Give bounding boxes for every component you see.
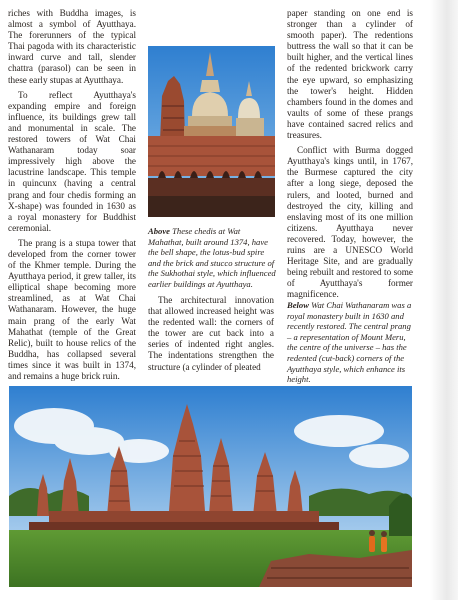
paragraph: Conflict with Burma dogged Ayutthaya's kings until, in 1767, the Burmese captured the city after a long siege, deposed the rulers, and looted, burned and destroyed the city, killing and enslaving most of its one million citizens. Ayutthaya never recovered. Today, however, the ruins are a UNESCO World Heritage Site, and are gradually being rebuilt and restored to some of Ayutthaya's former magnificence. [287,145,413,300]
caption-below [287,300,413,385]
caption-above-text: These chedis at Wat Mahathat, built around 1374, have the bell shape, the lotus-bud spire and the brick and stucco structure of the Sukhothai style, which influenced earlier buildings at Ayutthaya. [148,226,276,289]
caption-below-text: Wat Chai Wathanaram was a royal monastery built in 1630 and recently restored. The central prang – a representation of Mount Meru, the centre of the universe – has the redented (cut-back) corners of the Ayutthaya style, which enhance its height. [287,300,412,385]
text-column-middle [148,295,274,375]
paragraph: riches with Buddha images, is almost a symbol of Ayutthaya. The forerunners of the typical Thai pagoda with its characteristic inward curve and tall, slender chattra (parasol) can be seen in these early stupas at Ayutthaya. [8,8,136,85]
photo-wat-mahathat-chedis [148,46,275,217]
paragraph: paper standing on one end is stronger than a cylinder of smooth paper). The redentions buttress the wall so that it can be built higher, and the vertical lines of the redented brickwork carry the eye upward, so emphasizing the tower's height. Hidden chambers found in the domes and vaults of some of these prangs have contained sacred relics and treasures. [287,8,413,141]
paragraph: The prang is a stupa tower that developed from the corner tower of the Khmer temple. During the Ayutthaya period, it grew taller, its elliptical shape becoming more streamlined, as at Wat Chai Wathanaram. However, the huge main prang of the early Wat Mahathat (temple of the Great Relic), built to house relics of the Buddha, has collapsed several times since it was built in 1374, and remains a huge brick ruin. [8,237,136,381]
caption-above-lead: Above [148,226,170,236]
page-edge-shadow [430,0,458,600]
caption-above [148,226,276,290]
paragraph: The architectural innovation that allowed increased height was the redented wall: the corners of the tower are cut back into a series of indented right angles. The indentations strengthen the structure (a cylinder of pleated [148,295,274,372]
caption-below-lead: Below [287,300,309,310]
text-column-right [287,8,413,300]
text-column-left [8,8,136,381]
photo-wat-chai-wathanaram [9,386,412,587]
paragraph: To reflect Ayutthaya's expanding empire and foreign influence, its buildings grew tall and monumental in scale. The restored towers of Wat Chai Wathanaram today soar impressively high above the lacustrine landscape. This temple in quincunx (having a central prang and four chedis forming an X-shape) was founded in 1630 as a royal monastery for Buddhist ceremonial. [8,89,136,233]
